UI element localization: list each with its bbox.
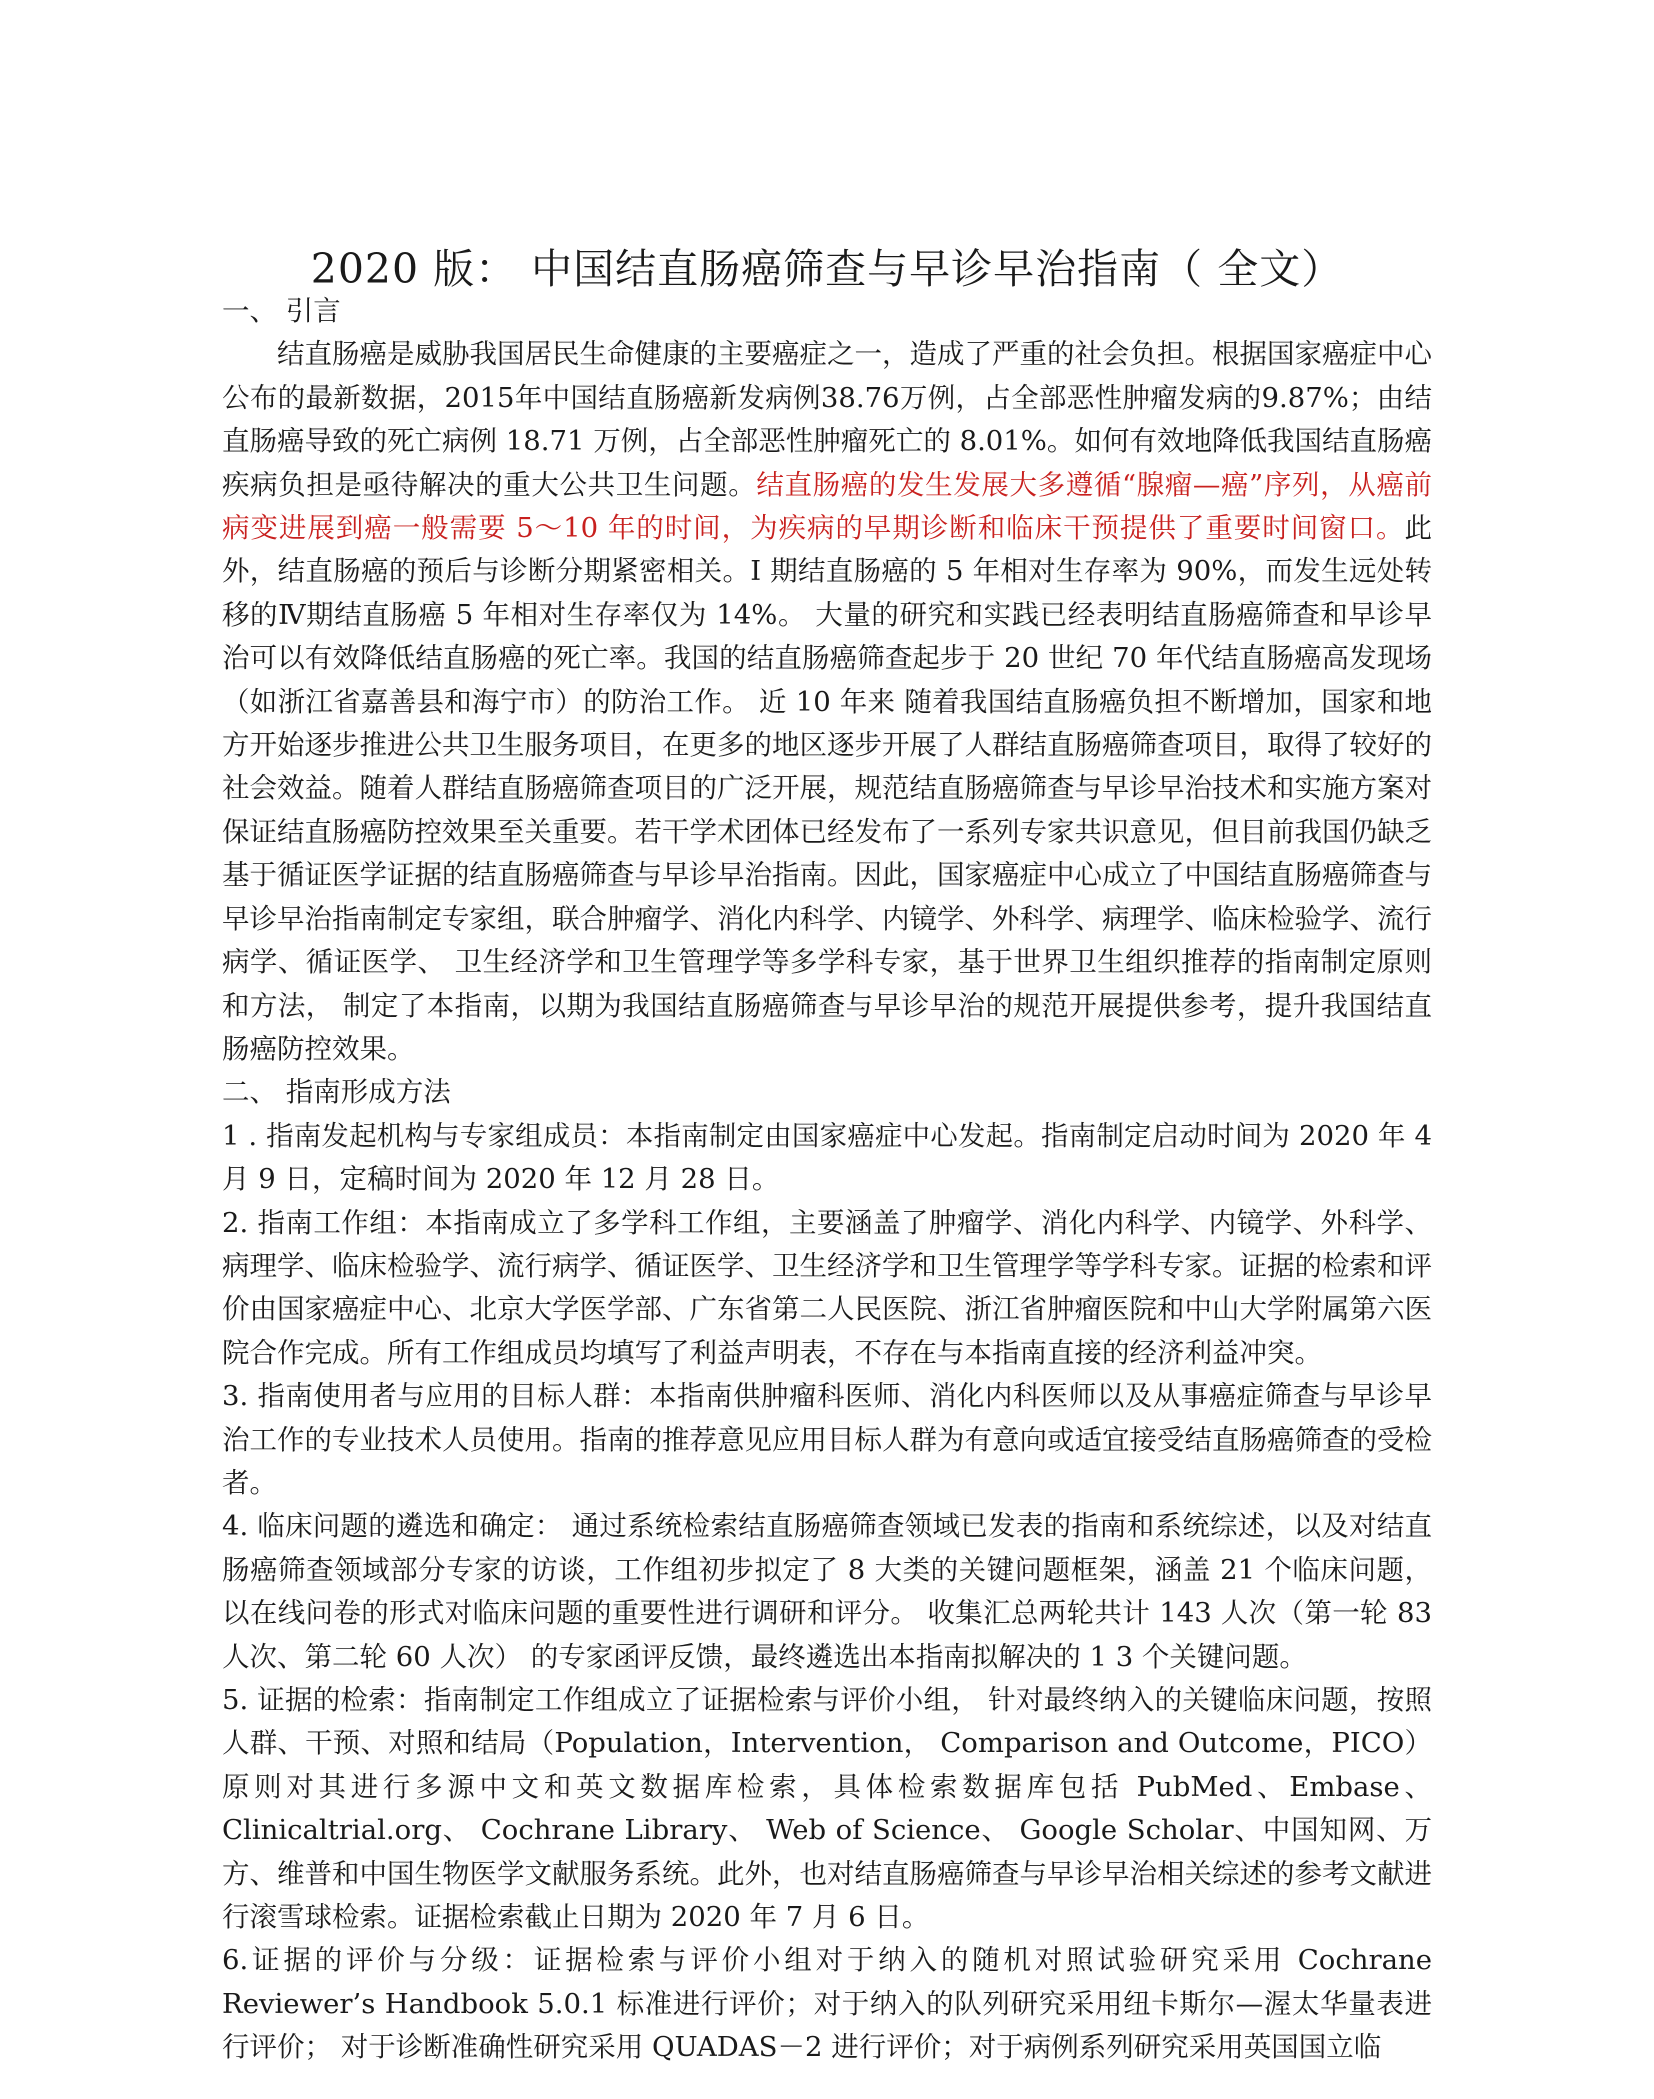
introduction-text-part-2: 此外，结直肠癌的预后与诊断分期紧密相关。I 期结直肠癌的 5 年相对生存率为 90%，而发生远处转移的Ⅳ期结直肠癌 5 年相对生存率仅为 14%。 大量的研究和实践已经表明结直肠癌筛查和早诊早治可以有效降低结直肠癌的死亡率。我国的结直肠癌筛查起步于 20 世纪 70 年代结直肠癌高发现场（如浙江省嘉善县和海宁市）的防治工作。 近 10 年来 随着我国结直肠癌负担不断增加，国家和地方开始逐步推进公共卫生服务项目，在更多的地区逐步开展了人群结直肠癌筛查项目，取得了较好的社会效益。随着人群结直肠癌筛查项目的广泛开展，规范结直肠癌筛查与早诊早治技术和实施方案对保证结直肠癌防控效果至关重要。若干学术团体已经发布了一系列专家共识意见，但目前我国仍缺乏基于循证医学证据的结直肠癌筛查与早诊早治指南。因此，国家癌症中心成立了中国结直肠癌筛查与早诊早治指南制定专家组，联合肿瘤学、消化内科学、内镜学、外科学、病理学、临床检验学、流行病学、循证医学、 卫生经济学和卫生管理学等多学科专家，基于世界卫生组织推荐的指南制定原则和方法， 制定了本指南，以期为我国结直肠癌筛查与早诊早治的规范开展提供参考，提升我国结直肠癌防控效果。 (222, 512, 1432, 1065)
document-body (222, 290, 1432, 2070)
document-title: 2020 版： 中国结直肠癌筛查与早诊早治指南（ 全文） (310, 245, 1344, 294)
introduction-paragraph (222, 333, 1432, 1071)
section-heading-methods: 二、 指南形成方法 (222, 1076, 451, 1109)
section-heading-introduction: 一、 引言 (222, 295, 341, 327)
methods-item-1: 1 . 指南发起机构与专家组成员：本指南制定由国家癌症中心发起。指南制定启动时间为 2020 年 4 月 9 日，定稿时间为 2020 年 12 月 28 日。 (222, 1119, 1432, 1196)
introduction-highlighted-text: 结直肠癌的发生发展大多遵循“腺瘤—癌”序列，从癌前病变进展到癌一般需要 5～10 年的时间，为疾病的早期诊断和临床干预提供了重要时间窗口。 (222, 468, 1432, 545)
methods-item-2: 2. 指南工作组：本指南成立了多学科工作组，主要涵盖了肿瘤学、消化内科学、内镜学、外科学、病理学、临床检验学、流行病学、循证医学、卫生经济学和卫生管理学等学科专家。证据的检索和评价由国家癌症中心、北京大学医学部、广东省第二人民医院、浙江省肿瘤医院和中山大学附属第六医院合作完成。所有工作组成员均填写了利益声明表，不存在与本指南直接的经济利益冲突。 (222, 1206, 1432, 1369)
methods-item-3: 3. 指南使用者与应用的目标人群：本指南供肿瘤科医师、消化内科医师以及从事癌症筛查与早诊早治工作的专业技术人员使用。指南的推荐意见应用目标人群为有意向或适宜接受结直肠癌筛查的受检者。 (222, 1380, 1432, 1499)
methods-item-6: 6.证据的评价与分级：证据检索与评价小组对于纳入的随机对照试验研究采用 Cochrane Reviewer’s Handbook 5.0.1 标准进行评价；对于纳入的队列研究采用纽卡斯尔—渥太华量表进行评价； 对于诊断准确性研究采用 QUADAS－2 进行评价；对于病例系列研究采用英国国立临 (222, 1944, 1432, 2064)
methods-item-5: 5. 证据的检索：指南制定工作组成立了证据检索与评价小组， 针对最终纳入的关键临床问题，按照人群、干预、对照和结局（Population，Intervention， Comparison and Outcome，PICO）原则对其进行多源中文和英文数据库检索，具体检索数据库包括 PubMed、Embase、Clinicaltrial.org、 Cochrane Library、 Web of Science、 Google Scholar、中国知网、万方、维普和中国生物医学文献服务系统。此外，也对结直肠癌筛查与早诊早治相关综述的参考文献进行滚雪球检索。证据检索截止日期为 2020 年 7 月 6 日。 (222, 1684, 1432, 1934)
introduction-text-part-1: 结直肠癌是威胁我国居民生命健康的主要癌症之一，造成了严重的社会负担。根据国家癌症中心公布的最新数据，2015年中国结直肠癌新发病例38.76万例，占全部恶性肿瘤发病的9.87%；由结直肠癌导致的死亡病例 18.71 万例，占全部恶性肿瘤死亡的 8.01%。如何有效地降低我国结直肠癌疾病负担是亟待解决的重大公共卫生问题。 (222, 338, 1432, 501)
methods-item-4: 4. 临床问题的遴选和确定： 通过系统检索结直肠癌筛查领域已发表的指南和系统综述，以及对结直肠癌筛查领域部分专家的访谈，工作组初步拟定了 8 大类的关键问题框架，涵盖 21 个临床问题，以在线问卷的形式对临床问题的重要性进行调研和评分。 收集汇总两轮共计 143 人次（第一轮 83 人次、第二轮 60 人次） 的专家函评反馈，最终遴选出本指南拟解决的 1 3 个关键问题。 (222, 1510, 1432, 1673)
